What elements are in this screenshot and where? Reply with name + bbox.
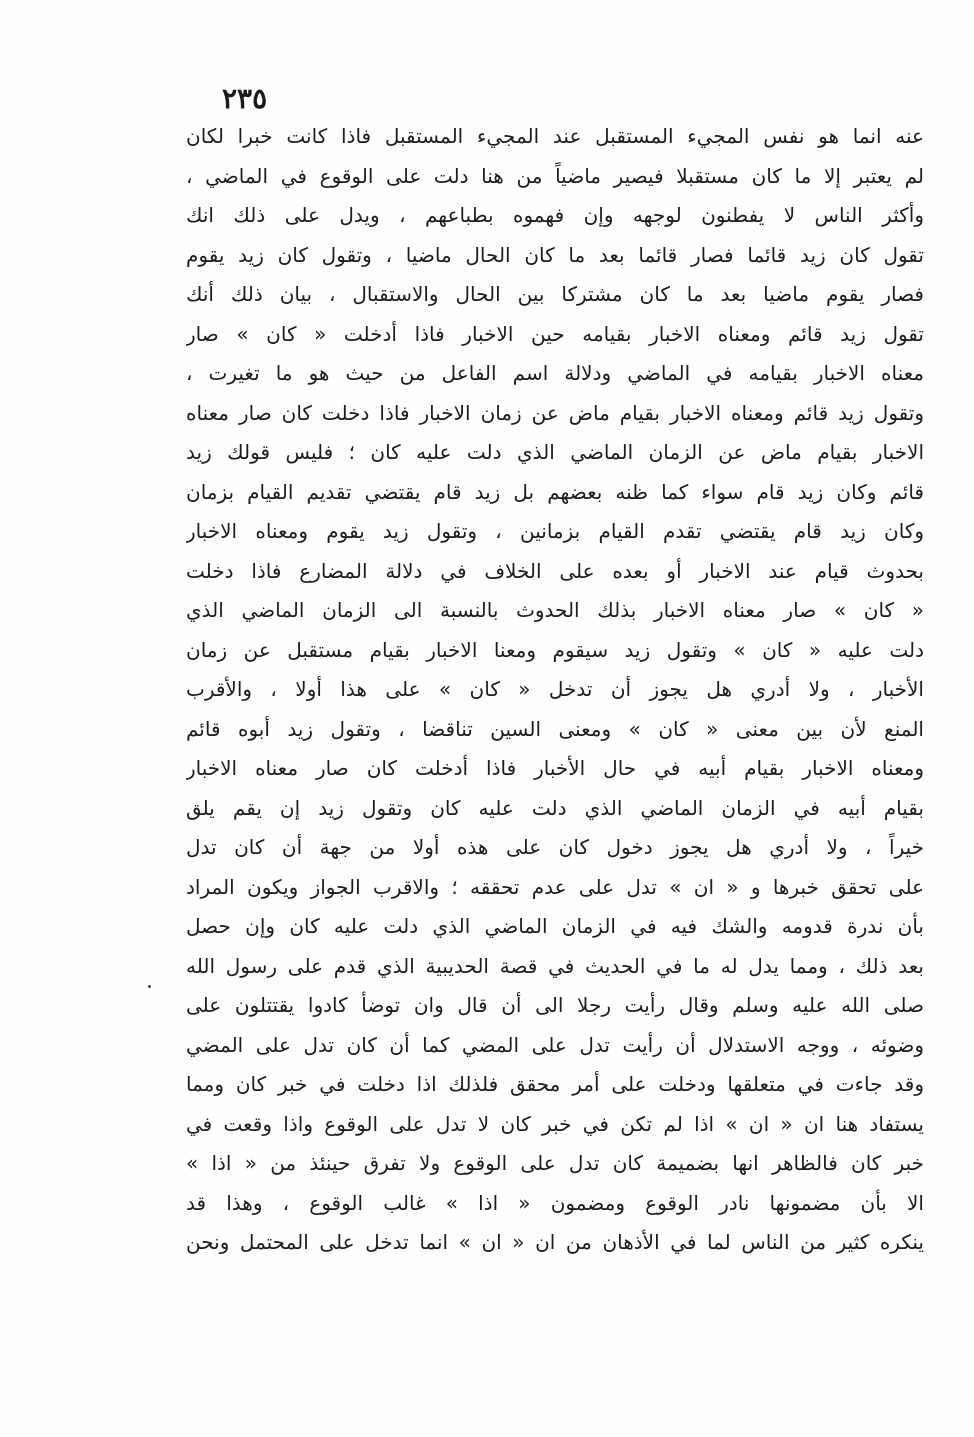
text-line: خبر كان فالظاهر انها بضميمة كان تدل على الوقوع ولا تفرق حينئذ من « اذا » <box>186 1151 924 1175</box>
text-line: وأكثر الناس لا يفطنون لوجهه وإن فهموه بطباعهم ، ويدل على ذلك انك <box>186 203 924 227</box>
text-line: المنع لأن بين معنى « كان » ومعنى السين تناقضا ، وتقول زيد أبوه قائم <box>186 716 924 741</box>
body-text <box>186 117 924 1263</box>
text-line: الا بأن مضمونها نادر الوقوع ومضمون « اذا » غالب الوقوع ، وهذا قد <box>186 1190 924 1215</box>
text-line: يستفاد هنا ان « ان » اذا لم تكن في خبر كان لا تدل على الوقوع واذا وقعت في <box>186 1111 924 1136</box>
text-line: عنه انما هو نفس المجيء المستقبل عند المجيء المستقبل فاذا كانت خبرا لكان <box>186 124 924 148</box>
text-line: وضوئه ، ووجه الاستدلال أن رأيت تدل على المضي كما أن كان تدل على المضي <box>186 1032 924 1057</box>
text-line: على تحقق خبرها و « ان » تدل على عدم تحققه ؛ والاقرب الجواز ويكون المراد <box>186 874 924 899</box>
text-line: بحدوث قيام عند الاخبار أو بعده على الخلاف في دلالة المضارع فاذا دخلت <box>186 558 924 583</box>
text-line: لم يعتبر إلا ما كان مستقبلا فيصير ماضياً من هنا دلت على الوقوع في الماضي ، <box>186 163 924 188</box>
text-line: خيراً ، ولا أدري هل يجوز دخول كان على هذه أولا من جهة أن كان تدل <box>186 835 924 859</box>
text-line: الاخبار بقيام ماض عن الزمان الماضي الذي دلت عليه كان ؛ فليس قولك زيد <box>186 440 924 464</box>
text-line: بأن ندرة قدومه والشك فيه في الزمان الماضي الذي دلت عليه كان وإن حصل <box>186 914 924 938</box>
text-line: قائم وكان زيد قام سواء كما ظنه بعضهم بل زيد قام يقتضي تقديم القيام بزمان <box>186 479 924 504</box>
page-number: ٢٣٥ <box>222 82 268 115</box>
text-line: دلت عليه « كان » وتقول زيد سيقوم ومعنا الاخبار بقيام مستقبل عن زمان <box>186 637 924 662</box>
text-line: الأخبار ، ولا أدري هل يجوز أن تدخل « كان » على هذا أولا ، والأقرب <box>186 677 924 701</box>
text-line: وقد جاءت في متعلقها ودخلت على أمر محقق فلذلك اذا دخلت في خبر كان ومما <box>186 1072 924 1096</box>
text-line: « كان » صار معناه الاخبار بذلك الحدوث بالنسبة الى الزمان الماضي الذي <box>186 598 924 622</box>
text-line: بعد ذلك ، ومما يدل له ما في الحديث في قصة الحديبية الذي قدم على رسول الله <box>186 953 924 978</box>
text-line: صلى الله عليه وسلم وقال رأيت رجلا الى أن قال وان توضأ كادوا يقتتلون على <box>186 993 924 1017</box>
scan-speck <box>148 985 151 988</box>
text-line: تقول زيد قائم ومعناه الاخبار بقيامه حين الاخبار فاذا أدخلت « كان » صار <box>186 321 924 346</box>
text-line: ينكره كثير من الناس لما في الأذهان من ان « ان » انما تدخل على المحتمل ونحن <box>186 1230 924 1254</box>
text-line: معناه الاخبار بقيامه في الماضي ودلالة اسم الفاعل من حيث هو ما تغيرت ، <box>186 361 924 385</box>
text-line: ومعناه الاخبار بقيام أبيه في حال الأخبار فاذا أدخلت كان صار معناه الاخبار <box>186 756 924 780</box>
text-line: فصار يقوم ماضيا بعد ما كان مشتركا بين الحال والاستقبال ، بيان ذلك أنك <box>186 282 924 306</box>
text-line: وكان زيد قام يقتضي تقدم القيام بزمانين ، وتقول زيد يقوم ومعناه الاخبار <box>186 519 924 543</box>
text-line: تقول كان زيد قائما فصار قائما بعد ما كان الحال ماضيا ، وتقول كان زيد يقوم <box>186 242 924 267</box>
text-line: بقيام أبيه في الزمان الماضي الذي دلت عليه كان وتقول زيد إن يقم يلق <box>186 795 924 820</box>
text-line: وتقول زيد قائم ومعناه الاخبار بقيام ماض عن زمان الاخبار فاذا دخلت كان صار معناه <box>186 400 924 425</box>
